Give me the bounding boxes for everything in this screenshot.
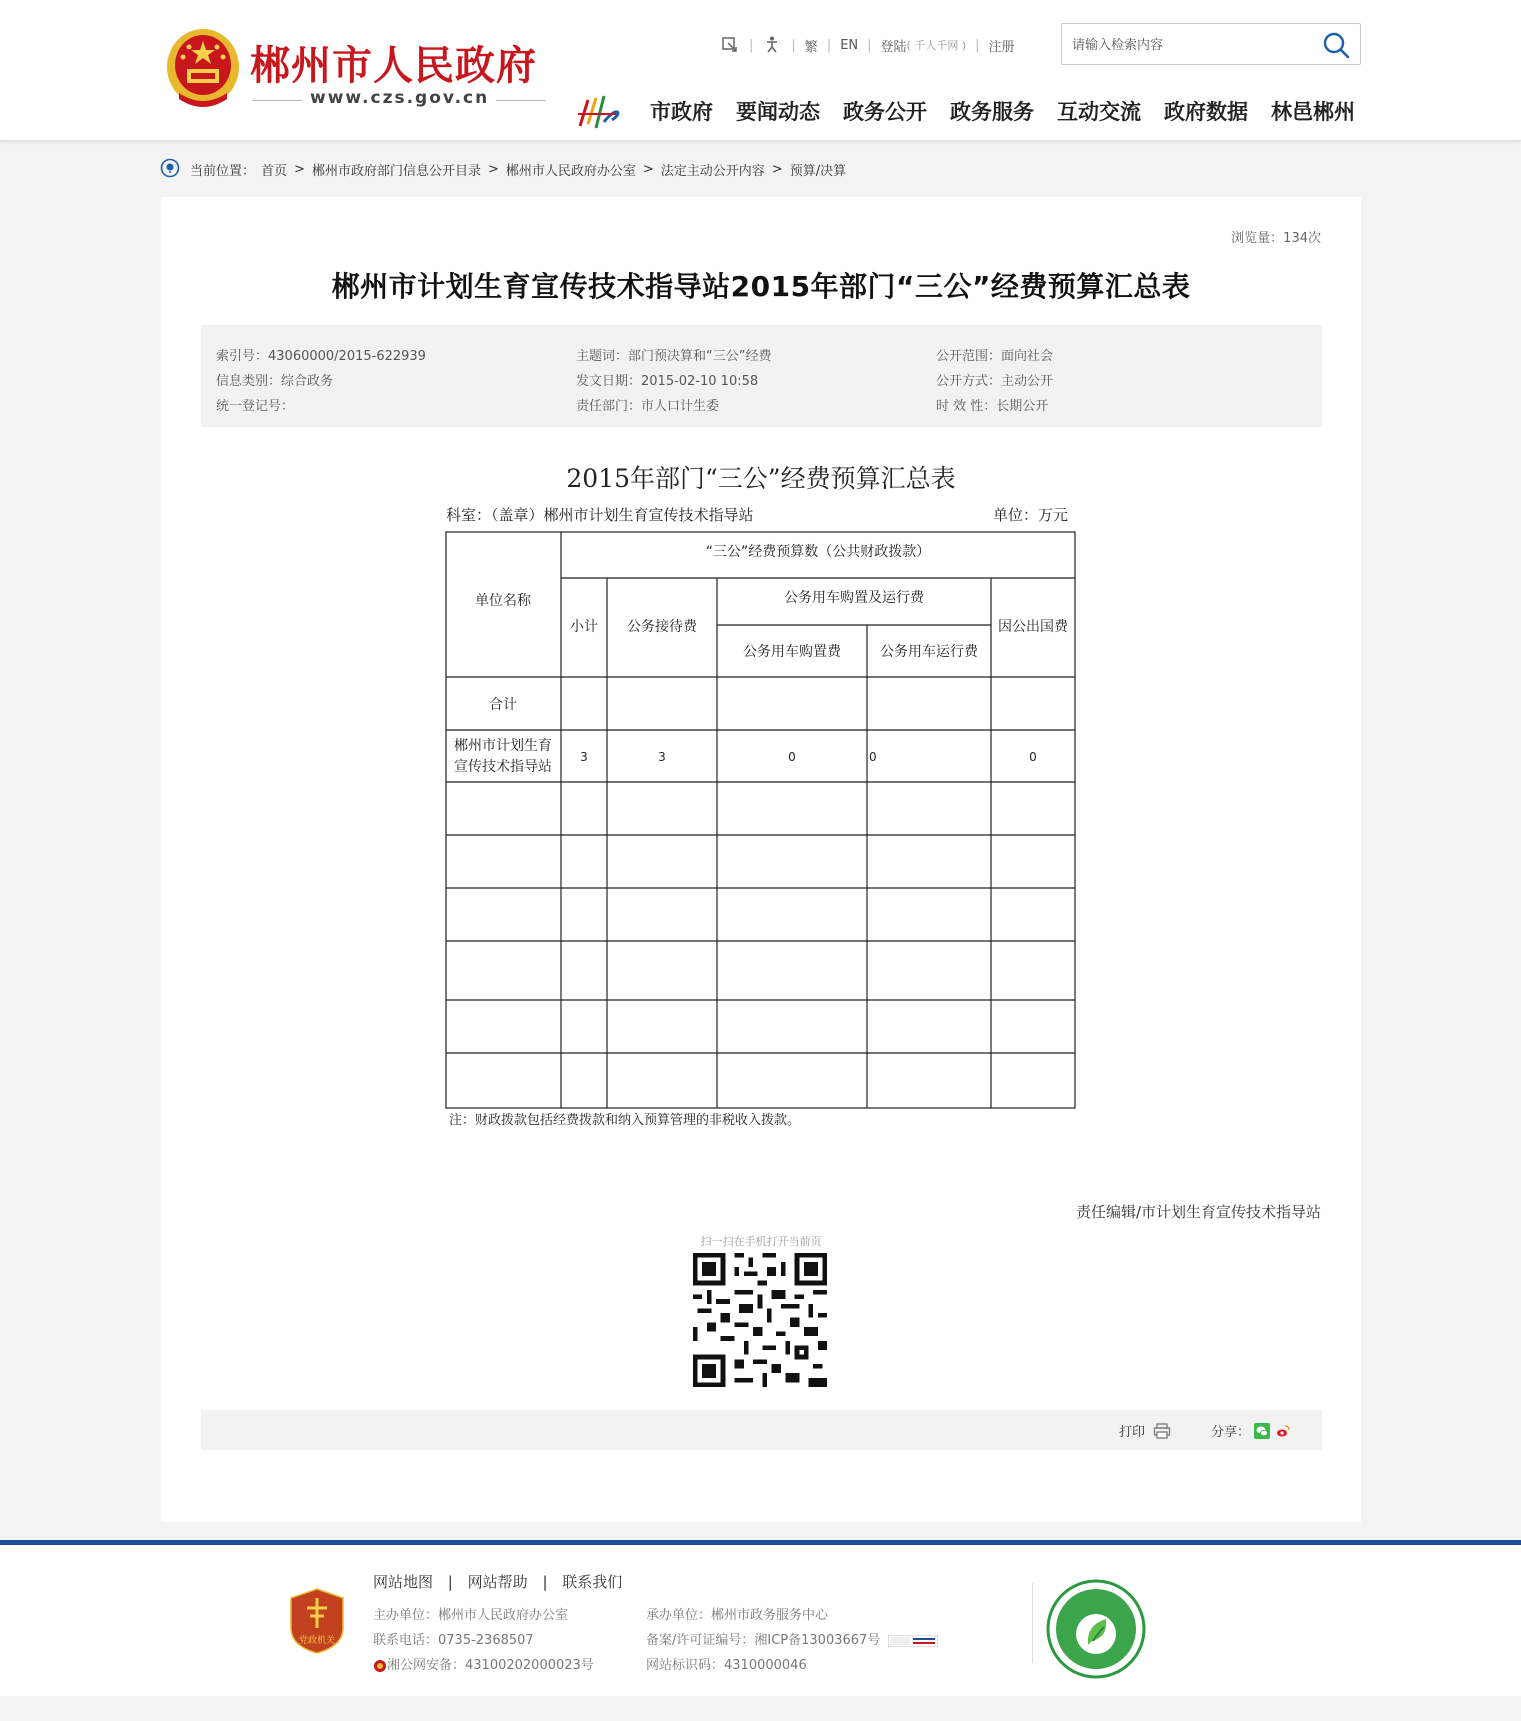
civilized-city-seal-icon[interactable] bbox=[1046, 1579, 1146, 1679]
search-input[interactable] bbox=[1072, 34, 1312, 56]
footer-links: 网站地图 | 网站帮助 | 联系我们 bbox=[373, 1573, 623, 1591]
breadcrumb-office[interactable]: 郴州市人民政府办公室 bbox=[505, 163, 636, 179]
th-subtotal: 小计 bbox=[570, 619, 598, 635]
document-office: 科室：（盖章）郴州市计划生育宣传技术指导站 bbox=[446, 506, 754, 524]
qr-code-icon bbox=[693, 1253, 827, 1387]
meta-scope: 公开范围：面向社会 bbox=[936, 349, 1054, 364]
budget-table bbox=[445, 531, 1076, 1109]
site-header bbox=[0, 0, 1521, 141]
row-car-purchase: 0 bbox=[788, 750, 796, 764]
nav-gov-service[interactable]: 政务服务 bbox=[950, 100, 1034, 124]
breadcrumb-directory[interactable]: 郴州市政府部门信息公开目录 bbox=[311, 163, 481, 179]
row-unit-name-line1: 郴州市计划生育 bbox=[454, 738, 552, 754]
breadcrumb: 当前位置： 首页 > 郴州市政府部门信息公开目录 > 郴州市人民政府办公室 > 法定主动公开内容 > 预算/决算 bbox=[160, 158, 846, 180]
meta-validity: 时 效 性：长期公开 bbox=[936, 399, 1049, 414]
meta-mode: 公开方式：主动公开 bbox=[936, 374, 1054, 389]
traditional-chinese-link[interactable]: 繁 bbox=[804, 39, 818, 55]
footer-sitemap-link[interactable]: 网站地图 bbox=[373, 1573, 434, 1591]
document-title: 2015年部门“三公”经费预算汇总表 bbox=[566, 464, 956, 493]
footer-police-row bbox=[373, 1653, 594, 1678]
breadcrumb-budget[interactable]: 预算/决算 bbox=[789, 163, 847, 179]
meta-date: 发文日期：2015-02-10 10:58 bbox=[576, 374, 759, 389]
printer-icon bbox=[1153, 1422, 1171, 1440]
site-footer bbox=[0, 1540, 1521, 1696]
wechat-icon[interactable] bbox=[1254, 1423, 1270, 1439]
footer-divider bbox=[1032, 1583, 1033, 1663]
badge-text: 党政机关 bbox=[298, 1636, 336, 1646]
th-car-group: 公务用车购置及运行费 bbox=[784, 590, 924, 606]
share-bar bbox=[201, 1410, 1322, 1450]
row-subtotal: 3 bbox=[580, 750, 588, 764]
responsible-editor: 责任编辑/市计划生育宣传技术指导站 bbox=[1075, 1203, 1321, 1221]
article-meta bbox=[201, 325, 1322, 427]
breadcrumb-disclosure[interactable]: 法定主动公开内容 bbox=[660, 163, 765, 179]
english-link[interactable]: EN bbox=[840, 37, 859, 53]
nav-interaction[interactable]: 互动交流 bbox=[1057, 100, 1141, 124]
row-abroad: 0 bbox=[1029, 750, 1037, 764]
location-pin-icon bbox=[160, 158, 180, 180]
main-nav bbox=[650, 96, 1355, 126]
weibo-icon[interactable] bbox=[1275, 1423, 1291, 1439]
meta-subject: 主题词：部门预决算和“三公”经费 bbox=[576, 349, 772, 364]
article-card bbox=[161, 197, 1361, 1522]
nav-news[interactable]: 要闻动态 bbox=[736, 100, 820, 124]
th-unit-name: 单位名称 bbox=[475, 593, 531, 609]
register-link[interactable]: 注册 bbox=[988, 39, 1015, 55]
site-url-block bbox=[252, 88, 546, 112]
table-note: 注：财政拨款包括经费拨款和纳入预算管理的非税收入拨款。 bbox=[449, 1113, 801, 1128]
meta-reg-no: 统一登记号： bbox=[216, 399, 295, 414]
site-name[interactable]: 郴州市人民政府 bbox=[250, 43, 537, 89]
login-note: ( 千人千网 ) bbox=[906, 39, 967, 52]
breadcrumb-home[interactable]: 首页 bbox=[261, 163, 288, 179]
site-url: www.czs.gov.cn bbox=[310, 88, 490, 108]
footer-icp[interactable]: 备案/许可证编号：湘ICP备13003667号 bbox=[646, 1633, 881, 1648]
th-car-purchase: 公务用车购置费 bbox=[743, 644, 841, 660]
share-block bbox=[1211, 1421, 1291, 1440]
accessibility-icon[interactable] bbox=[762, 35, 782, 55]
qr-caption: 扫一扫在手机打开当前页 bbox=[700, 1235, 822, 1248]
th-reception: 公务接待费 bbox=[627, 619, 697, 635]
barrier-free-icon[interactable] bbox=[720, 35, 740, 55]
document-unit: 单位：万元 bbox=[993, 506, 1069, 524]
meta-category: 信息类别：综合政务 bbox=[216, 374, 334, 389]
meta-dept: 责任部门：市人口计生委 bbox=[576, 399, 720, 414]
footer-contact-link[interactable]: 联系我们 bbox=[562, 1573, 623, 1591]
police-badge-icon bbox=[373, 1659, 387, 1673]
header-tools: | | 繁 | EN | 登陆 ( 千人千网 ) | 注册 bbox=[720, 34, 1015, 56]
footer-undertake: 承办单位：郴州市政务服务中心 bbox=[646, 1608, 829, 1623]
footer-police-record[interactable]: 湘公网安备：43100202000023号 bbox=[387, 1658, 594, 1673]
breadcrumb-label: 当前位置： bbox=[190, 163, 256, 179]
nav-city-government[interactable]: 市政府 bbox=[650, 100, 713, 124]
footer-col-right bbox=[646, 1603, 938, 1678]
th-abroad: 因公出国费 bbox=[998, 619, 1068, 635]
search-icon[interactable] bbox=[1322, 31, 1350, 59]
city-mark-icon bbox=[576, 92, 626, 132]
footer-host: 主办单位：郴州市人民政府办公室 bbox=[373, 1608, 569, 1623]
share-label: 分享： bbox=[1211, 1425, 1251, 1440]
footer-help-link[interactable]: 网站帮助 bbox=[467, 1573, 528, 1591]
meta-index-no: 索引号：43060000/2015-622939 bbox=[216, 349, 426, 364]
total-row-label: 合计 bbox=[489, 697, 517, 713]
cnzz-icon[interactable] bbox=[888, 1635, 938, 1647]
row-car-operation: 0 bbox=[869, 750, 877, 764]
print-label: 打印 bbox=[1119, 1425, 1146, 1440]
nav-gov-data[interactable]: 政府数据 bbox=[1164, 100, 1248, 124]
view-count: 浏览量：134次 bbox=[1231, 231, 1321, 246]
login-link[interactable]: 登陆 bbox=[880, 39, 907, 55]
nav-gov-disclosure[interactable]: 政务公开 bbox=[843, 100, 927, 124]
print-button[interactable] bbox=[1119, 1421, 1171, 1440]
footer-col-left bbox=[373, 1603, 594, 1678]
row-reception: 3 bbox=[658, 750, 666, 764]
footer-phone: 联系电话：0735-2368507 bbox=[373, 1633, 534, 1648]
footer-site-id: 网站标识码：4310000046 bbox=[646, 1658, 807, 1673]
row-unit-name-line2: 宣传技术指导站 bbox=[454, 759, 552, 775]
nav-linyi-chenzhou[interactable]: 林邑郴州 bbox=[1271, 100, 1355, 124]
national-emblem-logo[interactable] bbox=[165, 27, 241, 111]
search-box bbox=[1061, 23, 1361, 65]
party-government-badge[interactable] bbox=[290, 1588, 344, 1654]
th-three-public-group: “三公”经费预算数（公共财政拨款） bbox=[705, 544, 931, 560]
th-car-operation: 公务用车运行费 bbox=[880, 644, 978, 660]
footer-icp-row bbox=[646, 1628, 938, 1653]
article-title: 郴州市计划生育宣传技术指导站2015年部门“三公”经费预算汇总表 bbox=[331, 270, 1191, 303]
